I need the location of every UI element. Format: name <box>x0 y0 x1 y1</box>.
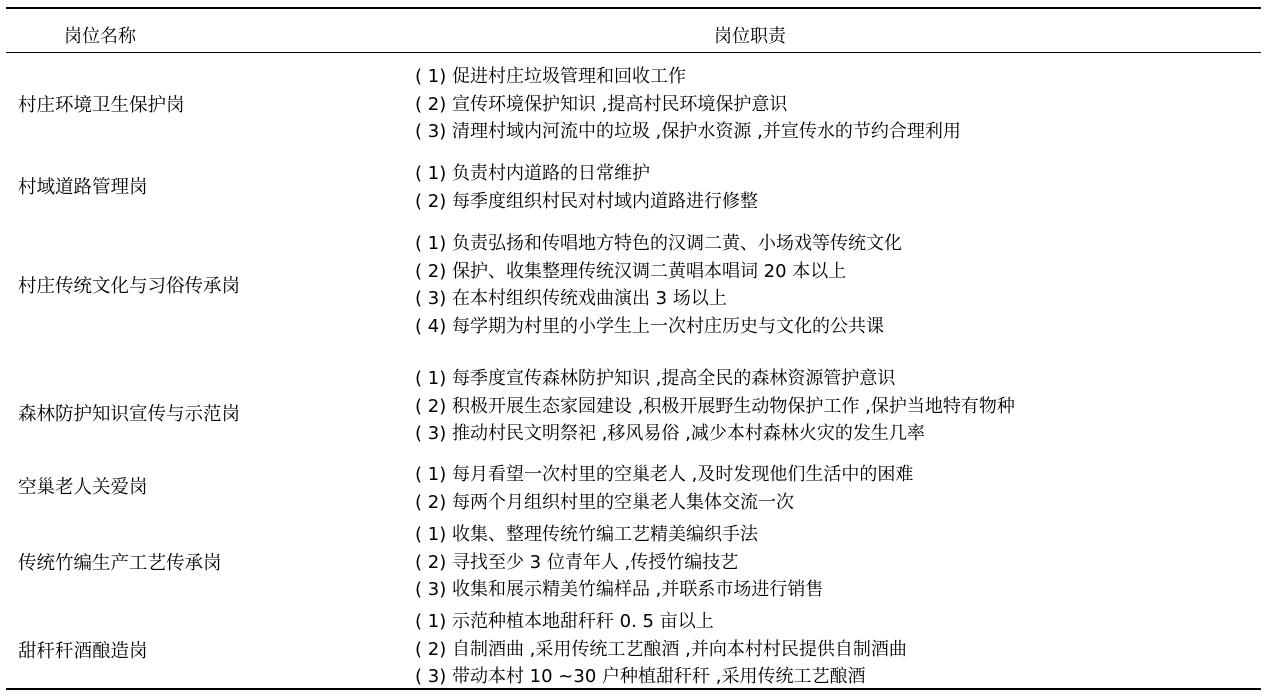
table-bottom-rule <box>6 688 1261 690</box>
duty-item: ( 4) 每学期为村里的小学生上一次村庄历史与文化的公共课 <box>415 315 884 337</box>
post-name: 村庄传统文化与习俗传承岗 <box>18 276 241 297</box>
duty-item: ( 3) 清理村域内河流中的垃圾 ,保护水资源 ,并宣传水的节约合理利用 <box>415 121 961 142</box>
table-header-rule <box>6 52 1261 53</box>
post-duties <box>415 230 902 340</box>
header-post-duties: 岗位职责 <box>714 26 786 47</box>
post-name: 传统竹编生产工艺传承岗 <box>18 553 222 574</box>
post-duties <box>415 608 907 691</box>
duty-item: ( 2) 寻找至少 3 位青年人 ,传授竹编技艺 <box>415 551 739 573</box>
duty-item: ( 2) 宣传环境保护知识 ,提高村民环境保护意识 <box>415 93 788 115</box>
duty-item: ( 2) 自制酒曲 ,采用传统工艺酿酒 ,并向本村村民提供自制酒曲 <box>415 638 907 660</box>
duty-item: ( 1) 促进村庄垃圾管理和回收工作 <box>415 66 686 87</box>
post-duties <box>415 63 961 146</box>
duty-item: ( 1) 负责村内道路的日常维护 <box>415 163 650 184</box>
post-name: 村庄环境卫生保护岗 <box>18 95 185 116</box>
post-name: 村域道路管理岗 <box>18 177 148 198</box>
duties-table <box>6 7 1261 687</box>
post-name: 甜秆秆酒酿造岗 <box>18 641 148 662</box>
duty-item: ( 2) 积极开展生态家园建设 ,积极开展野生动物保护工作 ,保护当地特有物种 <box>415 395 1015 417</box>
post-name: 森林防护知识宣传与示范岗 <box>18 404 241 425</box>
duty-item: ( 3) 推动村民文明祭祀 ,移风易俗 ,减少本村森林火灾的发生几率 <box>415 423 925 444</box>
post-duties <box>415 365 1015 448</box>
header-post-name: 岗位名称 <box>64 26 136 47</box>
duty-item: ( 1) 示范种植本地甜秆秆 0. 5 亩以上 <box>415 611 714 632</box>
duty-item: ( 1) 每月看望一次村里的空巢老人 ,及时发现他们生活中的困难 <box>415 464 914 485</box>
duty-item: ( 1) 每季度宣传森林防护知识 ,提高全民的森林资源管护意识 <box>415 368 896 389</box>
duty-item: ( 1) 负责弘扬和传唱地方特色的汉调二黄、小场戏等传统文化 <box>415 233 902 254</box>
duty-item: ( 3) 在本村组织传统戏曲演出 3 场以上 <box>415 288 727 309</box>
post-duties <box>415 521 823 604</box>
post-name: 空巢老人关爱岗 <box>18 477 148 498</box>
post-duties <box>415 160 758 215</box>
duty-item: ( 3) 收集和展示精美竹编样品 ,并联系市场进行销售 <box>415 579 824 600</box>
post-duties <box>415 461 913 516</box>
duty-item: ( 2) 每季度组织村民对村域内道路进行修整 <box>415 190 758 212</box>
duty-item: ( 2) 每两个月组织村里的空巢老人集体交流一次 <box>415 491 794 513</box>
table-header <box>6 9 1261 52</box>
duty-item: ( 1) 收集、整理传统竹编工艺精美编织手法 <box>415 524 758 545</box>
duty-item: ( 2) 保护、收集整理传统汉调二黄唱本唱词 20 本以上 <box>415 260 847 282</box>
duty-item: ( 3) 带动本村 10 ~30 户种植甜秆秆 ,采用传统工艺酿酒 <box>415 666 866 687</box>
